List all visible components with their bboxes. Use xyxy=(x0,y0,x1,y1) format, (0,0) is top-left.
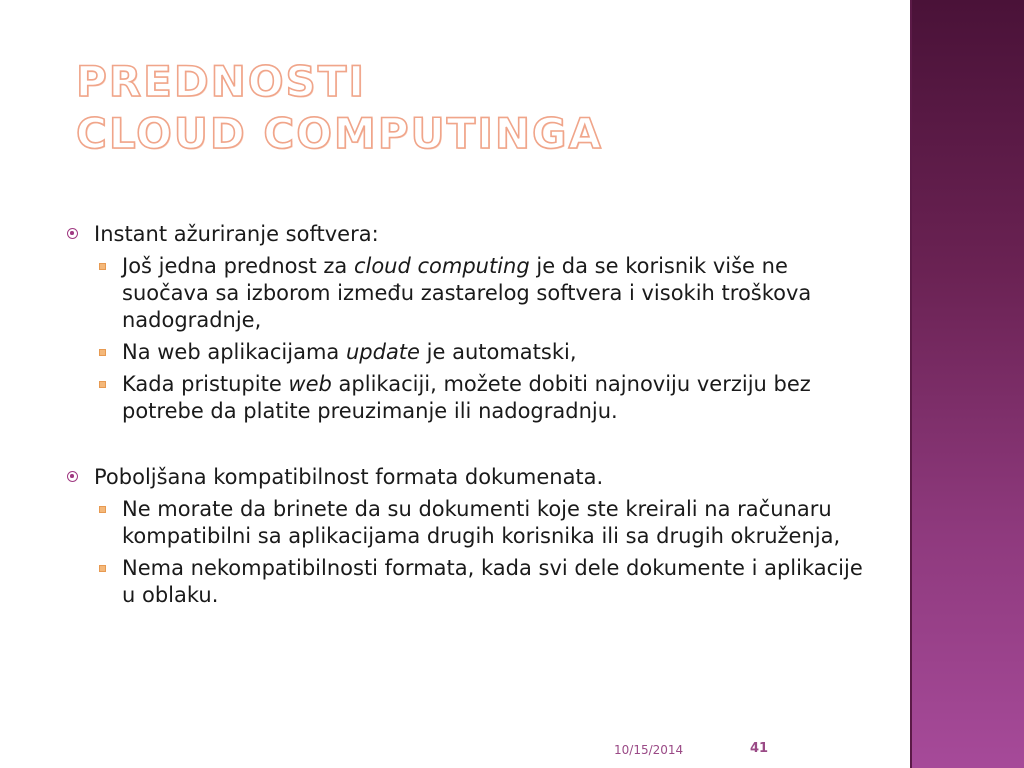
footer-date: 10/15/2014 xyxy=(614,743,684,757)
subbullet-text: Nema nekompatibilnosti formata, kada svi dele dokumente i aplikacije u oblaku. xyxy=(122,556,863,607)
subbullet-text: Ne morate da brinete da su dokumenti koje ste kreirali na računaru kompatibilni sa aplikacijama drugih korisnika ili sa drugih okruženja, xyxy=(122,497,841,548)
subbullet-emphasis: update xyxy=(345,340,420,364)
bullet-text: Poboljšana kompatibilnost formata dokumenata. xyxy=(94,465,604,489)
circle-bullet-icon xyxy=(67,471,78,482)
subbullet-cloud-computing-advantage xyxy=(64,253,864,334)
bullet-instant-update xyxy=(64,220,864,248)
subbullet-text-before: Kada pristupite xyxy=(122,372,289,396)
subbullet-text-after: aplikaciji, možete dobiti najnoviju verziju bez potrebe da platite preuzimanje ili nadogradnju. xyxy=(122,372,811,423)
square-bullet-icon xyxy=(99,506,106,513)
slide-number: 41 xyxy=(750,741,769,756)
circle-bullet-icon xyxy=(67,228,78,239)
subbullet-no-format-incompatibility xyxy=(64,555,864,609)
bullet-spacer xyxy=(64,425,864,463)
slide-body xyxy=(64,220,864,609)
bullet-document-compatibility xyxy=(64,463,864,491)
decorative-side-band xyxy=(912,0,1024,768)
square-bullet-icon xyxy=(99,263,106,270)
subbullet-no-worry-compatibility xyxy=(64,496,864,550)
subbullet-text-after: je da se korisnik više ne suočava sa izborom između zastarelog softvera i visokih troškova nadogradnje, xyxy=(122,254,812,332)
subbullet-emphasis: cloud computing xyxy=(353,254,530,278)
subbullet-emphasis: web xyxy=(288,372,332,396)
square-bullet-icon xyxy=(99,381,106,388)
title-line-1: PREDNOSTI xyxy=(76,57,367,106)
subbullet-text-before: Još jedna prednost za xyxy=(122,254,354,278)
subbullet-latest-version xyxy=(64,371,864,425)
square-bullet-icon xyxy=(99,349,106,356)
title-line-2: CLOUD COMPUTINGA xyxy=(76,109,603,158)
slide-title xyxy=(76,56,876,160)
square-bullet-icon xyxy=(99,565,106,572)
subbullet-text-before: Na web aplikacijama xyxy=(122,340,346,364)
bullet-text: Instant ažuriranje softvera: xyxy=(94,222,379,246)
subbullet-text-after: je automatski, xyxy=(419,340,577,364)
subbullet-web-update xyxy=(64,339,864,366)
